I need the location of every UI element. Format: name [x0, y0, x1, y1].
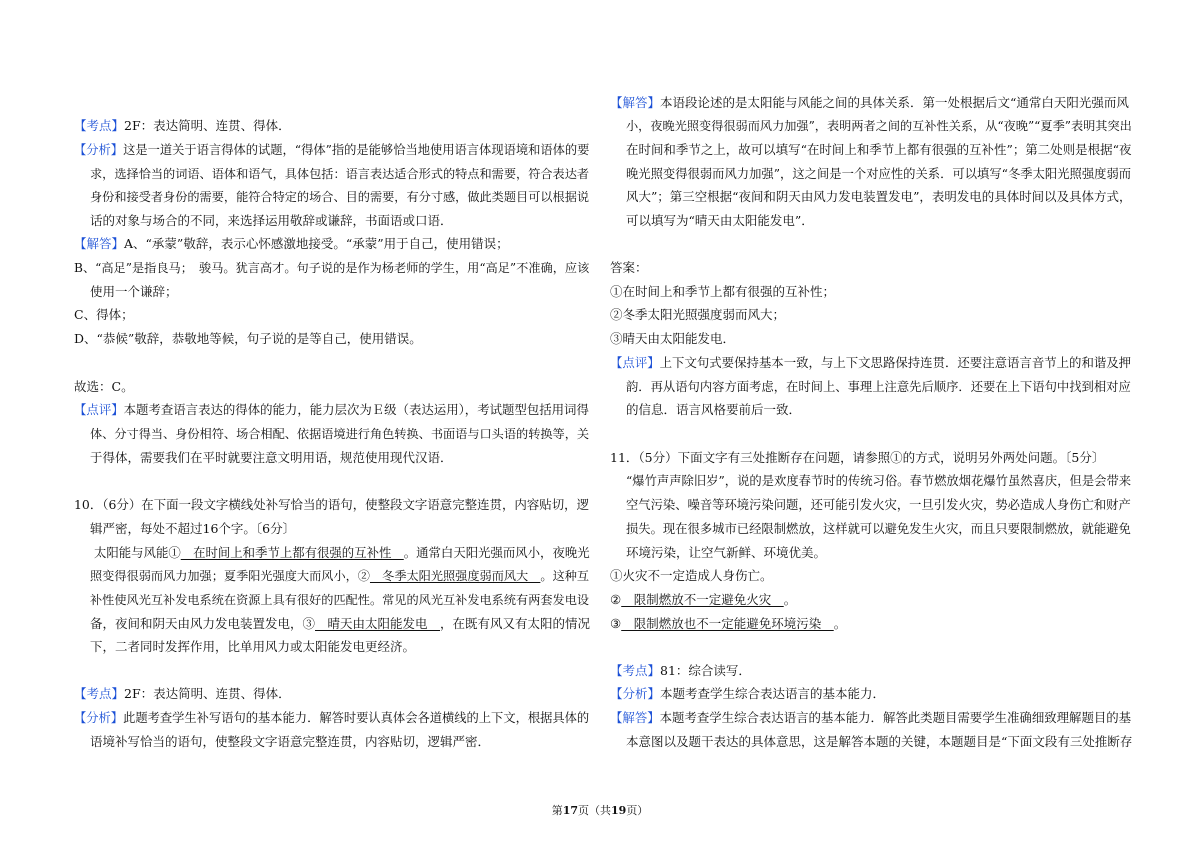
answer-item: ③晴天由太阳能发电． — [610, 331, 736, 346]
jieda-tag: 【解答】 — [610, 710, 660, 725]
jieda-3: 【解答】本题考查学生综合表达语言的基本能力．解答此类题目需要学生准确细致理解题目的基 — [610, 710, 1132, 725]
fenxi-tag: 【分析】 — [610, 686, 661, 701]
fenxi-tag: 【分析】 — [74, 711, 124, 725]
answer-item: ②冬季太阳光照强度弱而风大； — [610, 307, 786, 322]
q10-passage-line: 补性使风光互补发电系统在资源上具有很好的匹配性。常见的风光互补发电系统有两套发电设 — [90, 593, 590, 607]
kaodian-tag: 【考点】 — [610, 663, 661, 678]
q10-passage-line: 照变得很弱而风力加强；夏季阳光强度大而风小，② 冬季太阳光照强度弱而风大 。这种互 — [90, 569, 590, 583]
question-11-stem: 11．（5分）下面文字有三处推断存在问题，请参照①的方式，说明另外两处问题。〔5分〕 — [610, 450, 1105, 465]
q11-passage-line: 损失。现在很多城市已经限制燃放，这样就可以避免发生火灾，而且只要限制燃放，就能避免 — [626, 522, 1131, 536]
jieda-tag: 【解答】 — [74, 236, 125, 251]
answer-blank-1: 在时间上和季节上都有很强的互补性 — [180, 545, 404, 560]
fenxi-2: 【分析】此题考查学生补写语句的基本能力．解答时要认真体会各道横线的上下文，根据具体的 — [74, 711, 590, 725]
option-b: B、“高足”是指良马； 骏马。犹言高才。句子说的是作为杨老师的学生，用“高足”不准确，应该 — [74, 261, 590, 275]
jieda-2-line: 在时间和季节之上，故可以填写“在时间上和季节上都有很强的互补性”；第二处则是根据“夜 — [626, 142, 1132, 157]
fenxi-2-line: 语境补写恰当的语句，使整段文字语意完整连贯，内容贴切，逻辑严密． — [90, 734, 491, 749]
q10-passage-line: 备，夜间和阴天由风力发电装置发电，③ 晴天由太阳能发电 ，在既有风又有太阳的情况 — [90, 616, 591, 631]
dianping-2-line: 韵．再从语句内容方面考虑，在时间上、事理上注意先后顺序．还要在上下语句中找到相对应 — [626, 380, 1131, 394]
dianping-1: 【点评】本题考查语言表达的得体的能力，能力层次为Ｅ级（表达运用），考试题型包括用词得 — [74, 402, 589, 417]
jieda-2-line: 晚光照变得很弱而风力加强”，这之间是一个对应性的关系．可以填写“冬季太阳光照强度弱而 — [626, 167, 1132, 181]
q10-passage-line: 太阳能与风能① 在时间上和季节上都有很强的互补性 。通常白天阳光强而风小，夜晚光 — [94, 545, 590, 560]
dianping-tag: 【点评】 — [610, 355, 660, 370]
dianping-tag: 【点评】 — [74, 402, 124, 417]
q11-passage-line: 空气污染、噪音等环境污染问题，还可能引发火灾，一旦引发火灾，势必造成人身伤亡和财产 — [626, 498, 1131, 512]
jieda-2: 【解答】本语段论述的是太阳能与风能之间的具体关系．第一处根据后文“通常白天阳光强而风 — [610, 95, 1129, 110]
q11-item-3: ③ 限制燃放也不一定能避免环境污染 。 — [610, 616, 847, 631]
jieda-tag: 【解答】 — [610, 95, 661, 110]
fenxi-1-line: 话的对象与场合的不同，来选择运用敬辞或谦辞，书面语或口语． — [90, 213, 453, 228]
page-footer: 第17页（共19页） — [551, 804, 649, 817]
dianping-1-line: 于得体，需要我们在平时就要注意文明用语，规范使用现代汉语． — [90, 450, 453, 465]
page-total: 19 — [611, 804, 627, 817]
option-c: C、得体； — [74, 307, 134, 322]
option-b-cont: 使用一个谦辞； — [90, 284, 178, 299]
answer-blank-2: 冬季太阳光照强度弱而风大 — [369, 569, 541, 583]
answer-blank-3: 晴天由太阳能发电 — [315, 616, 441, 631]
question-10-stem: 10．（6分）在下面一段文字横线处补写恰当的语句，使整段文字语意完整连贯，内容贴切，逻 — [74, 497, 590, 512]
answer-blank-5: 限制燃放也不一定能避免环境污染 — [621, 616, 834, 631]
q10-passage-line: 下，二者同时发挥作用，比单用风力或太阳能发电更经济。 — [90, 639, 416, 654]
dianping-2: 【点评】上下文句式要保持基本一致，与上下文思路保持连贯．还要注意语言音节上的和谐及押 — [610, 355, 1132, 370]
fenxi-1-line: 求，选择恰当的词语、语体和语气，具体包括：语言表达适合形式的特点和需要，符合表达者 — [90, 167, 590, 181]
kaodian-tag: 【考点】 — [74, 686, 125, 701]
kaodian-2: 【考点】2F：表达简明、连贯、得体． — [74, 686, 291, 701]
option-d: D、“恭候”敬辞，恭敬地等候，句子说的是等自己，使用错误。 — [74, 331, 422, 346]
jieda-2-line: 小，夜晚光照变得很弱而风力加强”，表明两者之间的互补性关系，从“夜晚”“夏季”表明其突出 — [626, 119, 1132, 133]
q11-passage-line: 环境污染，让空气新鲜、环境优美。 — [626, 545, 827, 560]
q11-item-1: ①火灾不一定造成人身伤亡。 — [610, 568, 773, 583]
kaodian-tag: 【考点】 — [74, 118, 125, 133]
fenxi-1: 【分析】这是一道关于语言得体的试题，“得体”指的是能够恰当地使用语言体现语境和语体的要 — [74, 143, 590, 157]
jieda-1: 【解答】A、“承蒙”敬辞，表示心怀感激地接受。“承蒙”用于自己，使用错误； — [74, 236, 509, 251]
fenxi-1-line: 身份和接受者身份的需要，能符合特定的场合、目的需要，有分寸感，做此类题目可以根据说 — [90, 190, 590, 204]
jieda-2-line: 可以填写为“晴天由太阳能发电”． — [626, 213, 814, 228]
dianping-2-line: 的信息．语言风格要前后一致． — [626, 402, 802, 417]
jieda-2-line: 风大”；第三空根据“夜间和阴天由风力发电装置发电”，表明发电的具体时间以及具体方式， — [626, 189, 1132, 204]
fenxi-tag: 【分析】 — [74, 143, 124, 157]
answer-item: ①在时间上和季节上都有很强的互补性； — [610, 284, 836, 299]
question-10-stem-cont: 辑严密，每处不超过16个字。〔6分〕 — [90, 521, 296, 536]
answer-blank-4: 限制燃放不一定避免火灾 — [621, 592, 784, 607]
q11-passage-line: “爆竹声声除旧岁”，说的是欢度春节时的传统习俗。春节燃放烟花爆竹虽然喜庆，但是会带来 — [626, 474, 1132, 488]
conclusion: 故选：C。 — [74, 379, 134, 394]
fenxi-3: 【分析】本题考查学生综合表达语言的基本能力． — [610, 686, 886, 701]
dianping-1-line: 体、分寸得当、身份相符、场合相配、依据语境进行角色转换、书面语与口头语的转换等，关 — [90, 427, 590, 441]
page-number: 17 — [562, 804, 578, 817]
answer-label: 答案： — [610, 260, 648, 275]
q11-item-2: ② 限制燃放不一定避免火灾 。 — [610, 592, 797, 607]
kaodian-1: 【考点】2F：表达简明、连贯、得体． — [74, 118, 291, 133]
kaodian-3: 【考点】81：综合读写． — [610, 663, 751, 678]
jieda-3-line: 本意图以及题干表达的具体意思，这是解答本题的关键，本题题目是“下面文段有三处推断存 — [626, 734, 1133, 749]
